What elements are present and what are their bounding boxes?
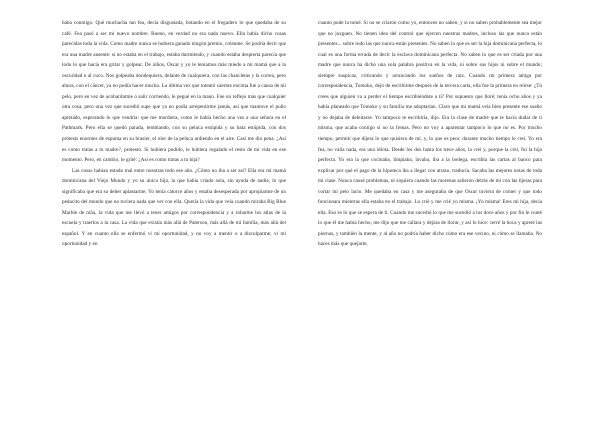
paragraph: Las cosas habían estado mal entre nosotras todo ese año. ¿Cómo no iba a ser así? Ella era mi mamá dominicana del Viejo Mundo y yo su única hija, la que había criado sola, sin ayuda de nadie, lo que significaba que era su deber aplastarme. Yo tenía catorce años y estaba desesperada por apropiarme de un pedacito del mundo que no tuviera nada que ver con ella. Quería la vida que veía cuando miraba Big Blue Marble de niña, la vida que me llevó a tener amigos por correspondencia y a robarme los atlas de la escuela y traerlos a la casa. La vida que existía más allá de Paterson, más allá de mi familia, más allá del español. Y en cuanto ella se enfermó vi mi oportunidad, y no voy a mentir o a disculparme; vi mi oportunidad y en <box>62 167 286 248</box>
paragraph: baba conmigo. Qué muchacha tan fea, decía disgustada, botando en el fregadero lo que quedaba de su café. Fea pasó a ser mi nuevo nombre. Bueno, en verdad no era nada nuevo. Ella había dicho cosas parecidas toda la vida. Como madre nunca se hubiera ganado ningún premio, créanme. Se podría decir que era una madre ausente: si no estaba en el trabajo, estaba durmiendo, y cuando estaba despierta parecía que todo lo que hacía era gritar y golpear. De niños, Oscar y yo le teníamos más miedo a mi mamá que a la oscuridad o al cuco. Nos golpeaba dondequiera, delante de cualquiera, con las chancletas y la correa, pero ahora, con el cáncer, ya no podía hacer mucho. La última vez que intentó caerme encima fue a causa de mi pelo, pero en vez de acobardarme o salir corriendo, le pegué en la mano. Fue un reflejo más que cualquier otra cosa, pero una vez que sucedió supe que ya no podía arrepentirme jamás, así que mantuve el puño apretado, esperando lo que vendría: que me mordiera, como le había hecho una vez a una señora en el Pathmark. Pero ella se quedó parada, temblando, con su peluca estúpida y su bata estúpida, con dos prótesis enormes de espuma en su brasier, el olor de la peluca ardiendo en el aire. Casi me dio pena. ¿Así es como tratas a tu madre?, protestó. Si hubiera podido, le hubiera regalado el resto de mi vida en ese momento. Pero, en cambio, le grité: ¿Así es como tratas a tu hija? <box>62 20 286 164</box>
right-page-column <box>318 18 542 250</box>
left-page-column <box>62 18 286 250</box>
paragraph: cuanto pude la tomé. Si no se criaron como yo, entonces no saben, y si no saben probablemente sea mejor que no juzguen. No tienen idea del control que ejercen nuestras madres, incluso las que nunca están presentes... sobre todo las que nunca están presentes. No saben lo que es ser la hija dominicana perfecta, lo cual es una forma errada de decir la esclava dominicana perfecta. No saben lo que es ser criada por una madre que nunca ha dicho una sola palabra positiva en la vida, ni sobre sus hijos ni sobre el mundo; siempre suspicaz, criticando y arrancando los sueños de raíz. Cuando mi primera amiga por correspondencia, Tomoko, dejó de escribirme después de la tercera carta, ella fue la primera en reírse: ¿Tú crees que alguien va a perder el tiempo escribiéndote a ti? Por supuesto que lloré; tenía ocho años y ya había planeado que Tomoko y su familia me adoptarían. Claro que mi mamá veía bien presente ese sueño y no dejaba de deleitarse. Yo tampoco te escribiría, dijo. Era la clase de madre que te hacía dudar de ti misma, que acaba contigo si no la frenas. Pero no voy a aparentar tampoco lo que no es. Por mucho tiempo, permití que dijera lo que quisiera de mí, y, lo que es peor, durante mucho tiempo le creí. Yo era fea, no valía nada, era una idiota. Desde los dos hasta los trece años, la creí y, porque la creí, fui la hija perfecta. Yo era la que cocinaba, limpiaba, lavaba, iba a la bodega, escribía las cartas al banco para explicar por qué el pago de la hipoteca iba a llegar con atraso, traducía. Sacaba las mejores notas de toda mi clase. Nunca causé problemas, ni siquiera cuando las morenas salieron detrás de mí con las tijeras para cortar mi pelo lacio. Me quedaba en casa y me aseguraba de que Oscar tuviera de comer y que todo funcionara mientras ella estaba en el trabajo. Lo crié y me crié yo misma. ¡Yo misma! Eres mi hija, decía ella. Eso es lo que se espera de ti. Cuando me sucedió lo que me sucedió a los doce años y por fin le conté lo que él me había hecho, me dijo que me callara y dejara de llorar, y así lo hice: cerré la boca y apreté las piernas, y también la mente, y al año no podría haber dicho cómo era ese vecino, ni cómo se llamaba. No haces más que quejarte, <box>318 20 542 248</box>
